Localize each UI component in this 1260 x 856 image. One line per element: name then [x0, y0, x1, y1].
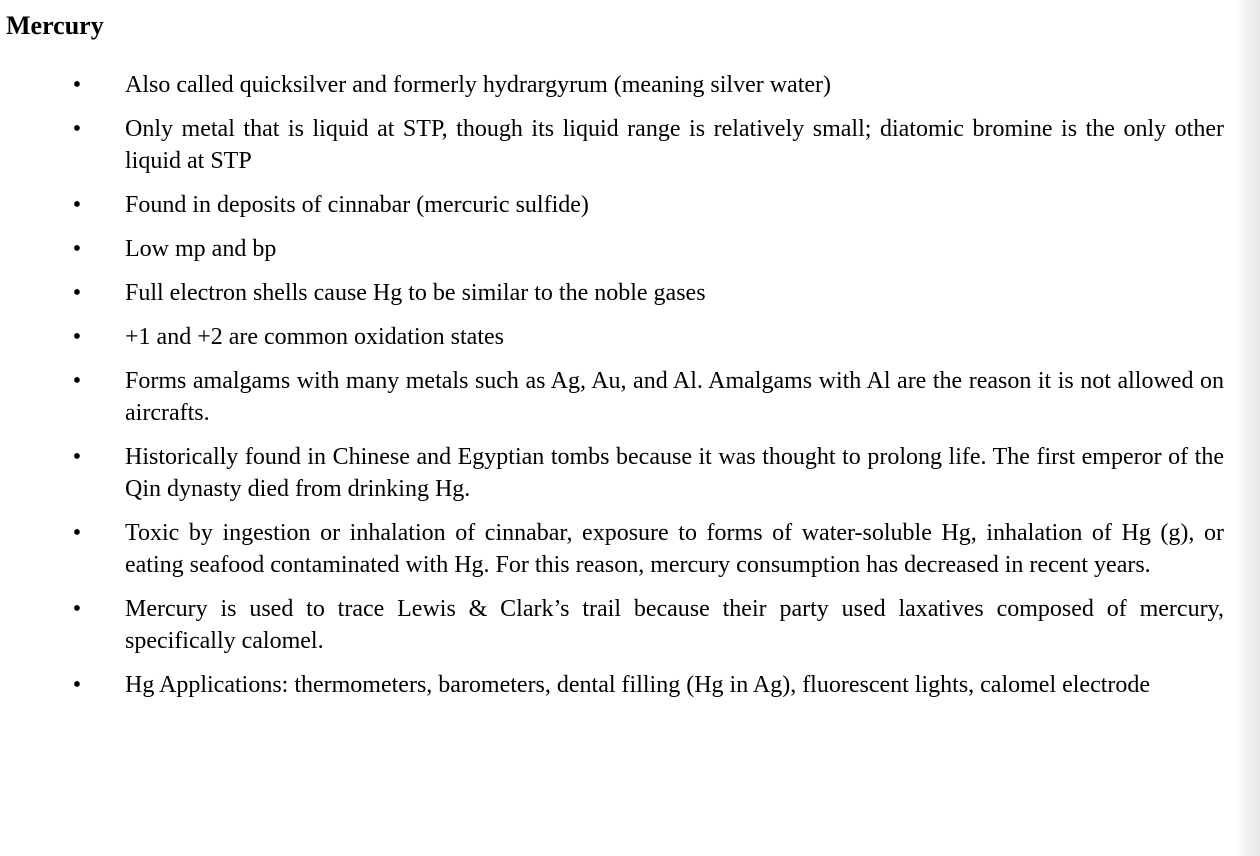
bullet-icon: •: [72, 236, 82, 262]
page-edge-shadow: [1236, 0, 1260, 856]
bullet-icon: •: [72, 596, 82, 622]
list-item: [0, 365, 1224, 429]
list-item: [0, 189, 1224, 221]
bullet-icon: •: [72, 72, 82, 98]
bullet-icon: •: [72, 672, 82, 698]
list-item: [0, 321, 1224, 353]
list-item: [0, 593, 1224, 657]
bullet-icon: •: [72, 280, 82, 306]
list-item-text: Historically found in Chinese and Egyptian tombs because it was thought to prolong life. The first emperor of the Qin dynasty died from drinking Hg.: [125, 444, 1224, 502]
list-item: [0, 669, 1224, 701]
list-item: [0, 277, 1224, 309]
list-item: [0, 441, 1224, 505]
bullet-icon: •: [72, 520, 82, 546]
list-item-text: Only metal that is liquid at STP, though its liquid range is relatively small; diatomic bromine is the only other liquid at STP: [125, 116, 1224, 174]
list-item-text: Forms amalgams with many metals such as Ag, Au, and Al. Amalgams with Al are the reason it is not allowed on aircrafts.: [125, 368, 1224, 426]
bullet-icon: •: [72, 368, 82, 394]
list-item-text: Hg Applications: thermometers, barometers, dental filling (Hg in Ag), fluorescent lights, calomel electrode: [125, 672, 1151, 698]
list-item: [0, 113, 1224, 177]
page-title: Mercury: [6, 11, 104, 40]
list-item-text: Also called quicksilver and formerly hydrargyrum (meaning silver water): [125, 72, 831, 98]
list-item-text: +1 and +2 are common oxidation states: [125, 324, 504, 350]
bullet-icon: •: [72, 116, 82, 142]
bullet-list: [0, 69, 1224, 713]
list-item-text: Found in deposits of cinnabar (mercuric sulfide): [125, 192, 589, 218]
list-item-text: Low mp and bp: [125, 236, 277, 262]
bullet-icon: •: [72, 324, 82, 350]
bullet-icon: •: [72, 444, 82, 470]
list-item: [0, 69, 1224, 101]
list-item-text: Mercury is used to trace Lewis & Clark’s trail because their party used laxatives composed of mercury, specifically calomel.: [125, 596, 1224, 654]
list-item-text: Full electron shells cause Hg to be similar to the noble gases: [125, 280, 706, 306]
list-item: [0, 233, 1224, 265]
list-item: [0, 517, 1224, 581]
list-item-text: Toxic by ingestion or inhalation of cinnabar, exposure to forms of water-soluble Hg, inhalation of Hg (g), or eating seafood contaminated with Hg. For this reason, mercury consumption has decreased in recent years.: [125, 520, 1224, 578]
bullet-icon: •: [72, 192, 82, 218]
